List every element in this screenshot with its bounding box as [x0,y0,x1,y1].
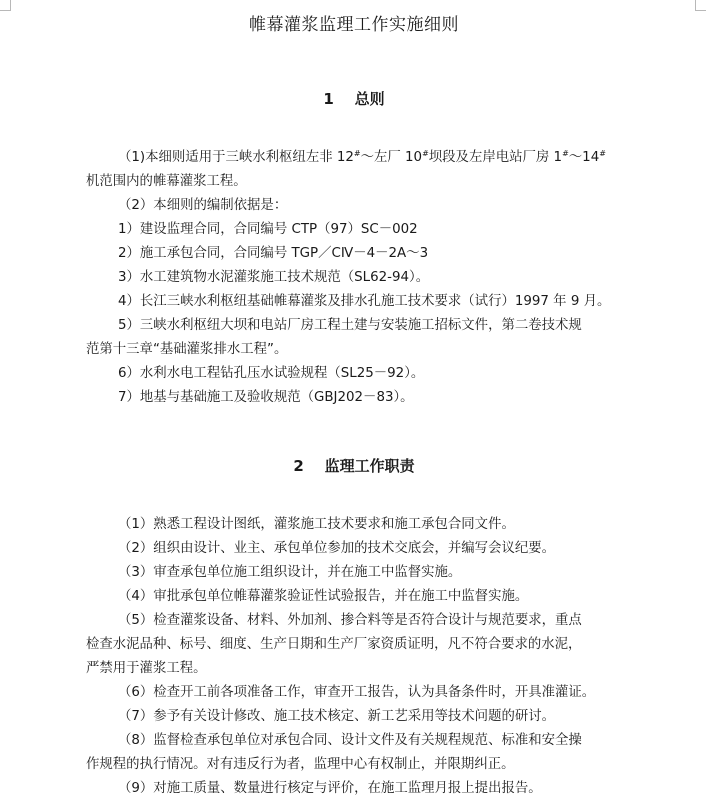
list-item: （6）检查开工前各项准备工作，审查开工报告，认为具备条件时，开具准灌证。 [118,685,596,700]
list-item: （1）熟悉工程设计图纸，灌浆施工技术要求和施工承包合同文件。 [118,517,515,532]
list-item: （2）组织由设计、业主、承包单位参加的技术交底会，并编写会议纪要。 [118,541,556,556]
list-item: （4）审批承包单位帷幕灌浆验证性试验报告，并在施工中监督实施。 [118,589,529,604]
list-item: 3）水工建筑物水泥灌浆施工技术规范（SL62-94）。 [118,270,430,285]
list-item: （3）审查承包单位施工组织设计，并在施工中监督实施。 [118,565,462,580]
list-item: 6）水利水电工程钻孔压水试验规程（SL25－92）。 [118,366,425,381]
list-item: 检查水泥品种、标号、细度、生产日期和生产厂家资质证明，凡不符合要求的水泥， [86,637,582,652]
list-item: 作规程的执行情况。对有违反行为者，监理中心有权制止，并限期纠正。 [86,757,515,772]
list-item: （5）检查灌浆设备、材料、外加剂、掺合料等是否符合设计与规范要求，重点 [118,613,582,628]
list-item: （8）监督检查承包单位对承包合同、设计文件及有关规程规范、标准和安全操 [118,733,582,748]
document-title: 帷幕灌浆监理工作实施细则 [249,15,459,35]
list-item: 7）地基与基础施工及验收规范（GBJ202－83）。 [118,390,414,405]
paragraph-line: 机范围内的帷幕灌浆工程。 [86,174,247,189]
list-item: 5）三峡水利枢纽大坝和电站厂房工程土建与安装施工招标文件，第二卷技术规 [118,318,582,333]
list-item: 1）建设监理合同，合同编号 CTP（97）SC－002 [118,222,418,237]
section-heading-duties: 2 监理工作职责 [293,457,415,475]
list-item: （7）参予有关设计修改、施工技术核定、新工艺采用等技术问题的研讨。 [118,709,556,724]
list-item: 2）施工承包合同，合同编号 TGP／CⅣ－4－2A～3 [118,246,429,261]
list-item: 4）长江三峡水利枢纽基础帷幕灌浆及排水孔施工技术要求（试行）1997 年 9 月。 [118,294,611,309]
section-heading-general: 1 总则 [323,90,385,108]
paragraph-line: （1)本细则适用于三峡水利枢纽左非 12#～左厂 10#坝段及左岸电站厂房 1#～14# [118,149,606,165]
list-item: 范第十三章“基础灌浆排水工程”。 [86,342,288,357]
list-item: （9）对施工质量、数量进行核定与评价，在施工监理月报上提出报告。 [118,781,542,796]
paragraph-line: （2）本细则的编制依据是： [118,198,288,213]
list-item: 严禁用于灌浆工程。 [86,661,207,676]
